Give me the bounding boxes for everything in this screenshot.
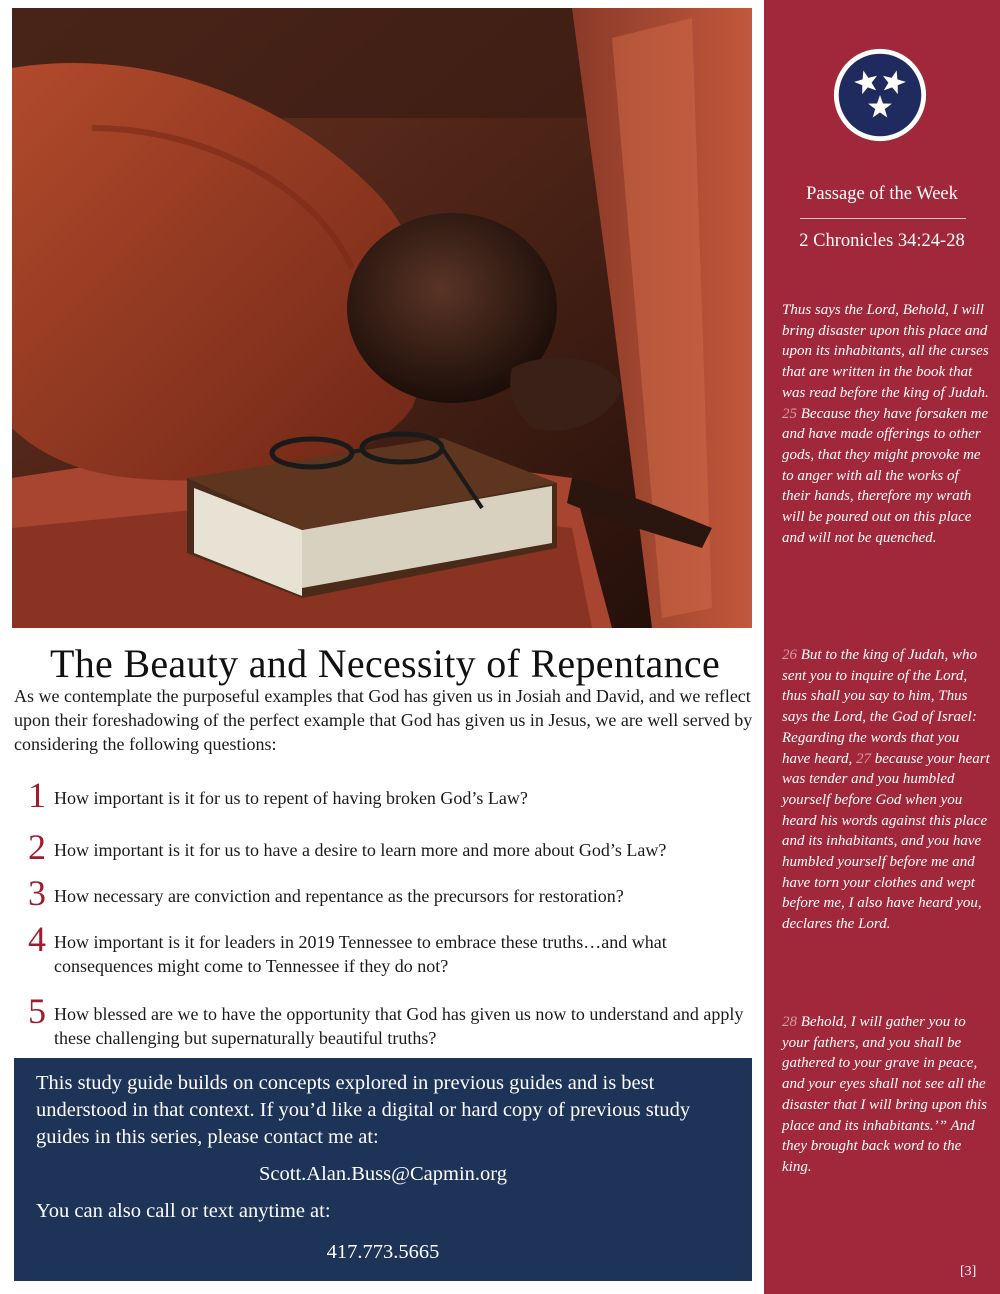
question-text: How important is it for us to repent of having broken God’s Law? bbox=[54, 788, 528, 808]
tennessee-tri-star-icon bbox=[832, 47, 928, 143]
contact-phone[interactable]: 417.773.5665 bbox=[326, 1241, 440, 1263]
contact-intro: This study guide builds on concepts explored in previous guides and is best understood in that context. If you’d like a digital or hard copy of previous study guides in this series, please contact me at: bbox=[36, 1072, 691, 1148]
question-number: 5 bbox=[28, 991, 46, 1031]
verse-number: 27 bbox=[856, 750, 872, 767]
passage-paragraph-1 bbox=[782, 300, 990, 548]
passage-text: But to the king of Judah, who sent you to inquire of the Lord, thus shall you say to him, Thus says the Lord, the God of Israel: Regarding the words that you have heard, bbox=[782, 647, 977, 767]
contact-box bbox=[14, 1058, 752, 1281]
passage-reference: 2 Chronicles 34:24-28 bbox=[799, 231, 965, 251]
verse-number: 25 bbox=[782, 405, 797, 422]
passage-text: Because they have forsaken me and have made offerings to other gods, that they might provoke me to anger with all the works of their hands, therefore my wrath will be poured out on this place and will not be quenched. bbox=[782, 405, 989, 546]
question-item bbox=[28, 775, 758, 815]
passage-paragraph-2 bbox=[782, 645, 990, 935]
sidebar-divider bbox=[800, 218, 966, 219]
question-text: How important is it for leaders in 2019 Tennessee to embrace these truths…and what consequences might come to Tennessee if they do not? bbox=[54, 932, 667, 976]
praying-man-illustration bbox=[12, 8, 752, 628]
question-item bbox=[28, 991, 758, 1050]
passage-paragraph-3 bbox=[782, 1012, 990, 1178]
page-number: [3] bbox=[960, 1264, 977, 1279]
question-number: 4 bbox=[28, 919, 46, 959]
page-title: The Beauty and Necessity of Repentance bbox=[49, 641, 721, 686]
hero-photo bbox=[12, 8, 752, 628]
question-number: 2 bbox=[28, 827, 46, 867]
verse-number: 28 bbox=[782, 1014, 797, 1030]
sidebar-heading: Passage of the Week bbox=[806, 184, 958, 204]
question-text: How important is it for us to have a desire to learn more and more about God’s Law? bbox=[54, 840, 667, 860]
verse-number: 26 bbox=[782, 647, 797, 663]
intro-paragraph: As we contemplate the purposeful examples that God has given us in Josiah and David, and we reflect upon their foreshadowing of the perfect example that God has given us in Jesus, we are well served by considering the following questions: bbox=[14, 686, 753, 754]
question-item bbox=[28, 919, 758, 978]
passage-text: Behold, I will gather you to your fathers, and you shall be gathered to your grave in peace, and your eyes shall not see all the disaster that I will bring upon this place and its inhabitants.’” And they brought back word to the king. bbox=[782, 1014, 988, 1175]
question-item bbox=[28, 827, 758, 867]
question-item bbox=[28, 873, 758, 913]
passage-text: because your heart was tender and you humbled yourself before God when you heard his words against this place and its inhabitants, and you have humbled yourself before me and have torn your clothes and wept before me, I also have heard you, declares the Lord. bbox=[782, 750, 990, 933]
sidebar bbox=[764, 0, 1000, 1294]
question-number: 3 bbox=[28, 873, 46, 913]
passage-text: Thus says the Lord, Behold, I will bring disaster upon this place and upon its inhabitants, all the curses that are written in the book that was read before the king of Judah. bbox=[782, 302, 989, 401]
contact-call-text: You can also call or text anytime at: bbox=[36, 1200, 331, 1222]
contact-email-link[interactable]: Scott.Alan.Buss@Capmin.org bbox=[259, 1163, 507, 1185]
question-number: 1 bbox=[28, 775, 46, 815]
question-text: How necessary are conviction and repentance as the precursors for restoration? bbox=[54, 886, 624, 906]
question-text: How blessed are we to have the opportunity that God has given us now to understand and apply these challenging but supernaturally beautiful truths? bbox=[54, 1004, 744, 1048]
